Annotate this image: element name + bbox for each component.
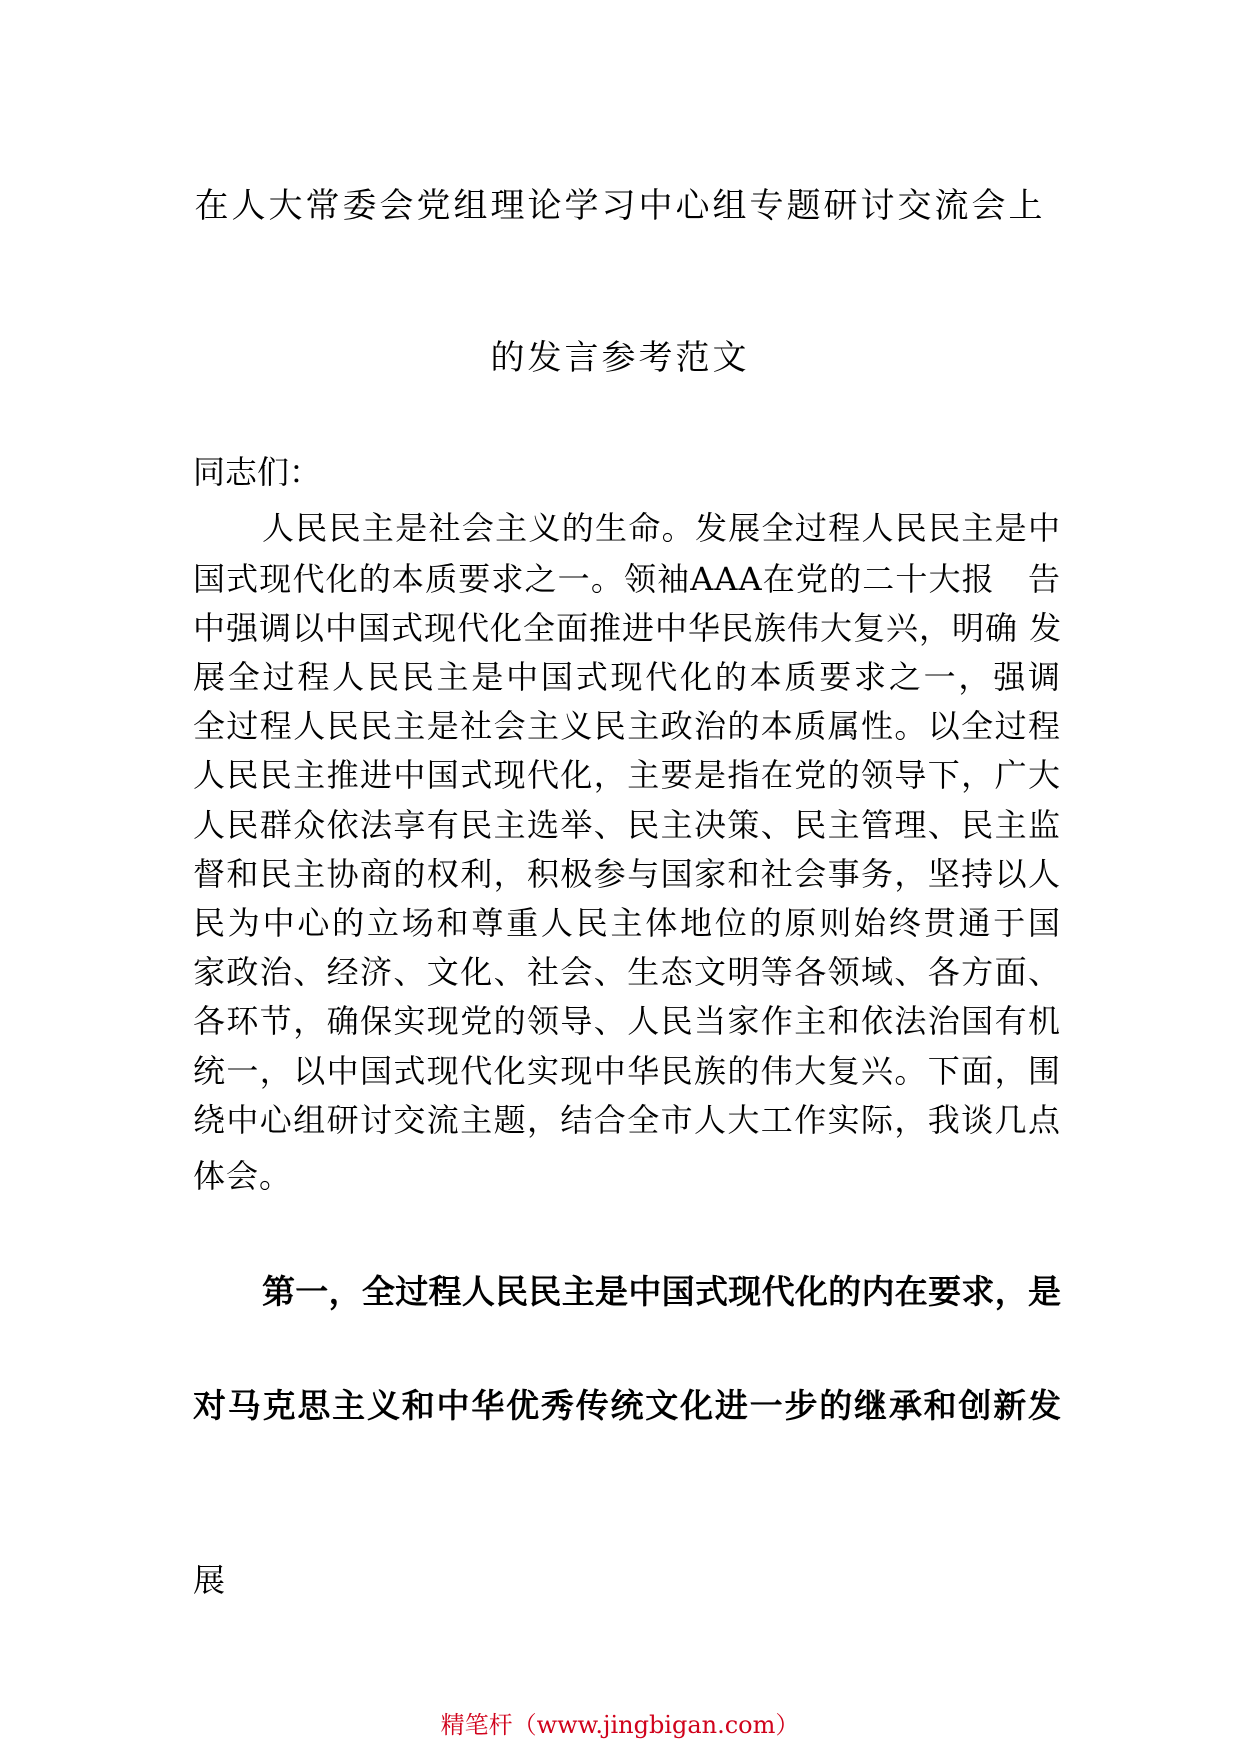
paragraph-line: 各环节，确保实现党的领导、人民当家作主和依法治国有机 xyxy=(193,1002,1061,1040)
paragraph-line: 人民民主是社会主义的生命。发展全过程人民民主是中 xyxy=(262,509,1061,547)
paragraph-line: 国式现代化的本质要求之一。领袖AAA在党的二十大报 告 xyxy=(193,560,1061,598)
salutation: 同志们： xyxy=(193,453,322,491)
paragraph-line: 人民民主推进中国式现代化，主要是指在党的领导下，广大 xyxy=(193,756,1061,794)
paragraph-line: 体会。 xyxy=(193,1157,293,1195)
paragraph-line: 展全过程人民民主是中国式现代化的本质要求之一，强调 xyxy=(193,658,1061,696)
document-title-line-1: 在人大常委会党组理论学习中心组专题研讨交流会上 xyxy=(194,186,1046,226)
paragraph-line: 绕中心组研讨交流主题，结合全市人大工作实际，我谈几点 xyxy=(193,1101,1061,1139)
paragraph-line: 民为中心的立场和尊重人民主体地位的原则始终贯通于国 xyxy=(193,904,1061,942)
section-heading-line-2: 对马克思主义和中华优秀传统文化进一步的继承和创新发 xyxy=(193,1386,1061,1425)
document-title-line-2: 的发言参考范文 xyxy=(490,338,750,378)
paragraph-line: 统一，以中国式现代化实现中华民族的伟大复兴。下面，围 xyxy=(193,1052,1061,1090)
section-heading-tail: 展 xyxy=(193,1561,226,1599)
section-heading-line-1: 第一，全过程人民民主是中国式现代化的内在要求，是 xyxy=(262,1272,1061,1311)
paragraph-line: 人民群众依法享有民主选举、民主决策、民主管理、民主监 xyxy=(193,806,1061,844)
paragraph-line: 全过程人民民主是社会主义民主政治的本质属性。以全过程 xyxy=(193,707,1061,745)
paragraph-line: 家政治、经济、文化、社会、生态文明等各领域、各方面、 xyxy=(193,953,1061,991)
footer-watermark: 精笔杆（www.jingbigan.com） xyxy=(440,1711,800,1739)
paragraph-line: 中强调以中国式现代化全面推进中华民族伟大复兴，明确 发 xyxy=(193,609,1063,647)
paragraph-line: 督和民主协商的权利，积极参与国家和社会事务，坚持以人 xyxy=(193,855,1061,893)
